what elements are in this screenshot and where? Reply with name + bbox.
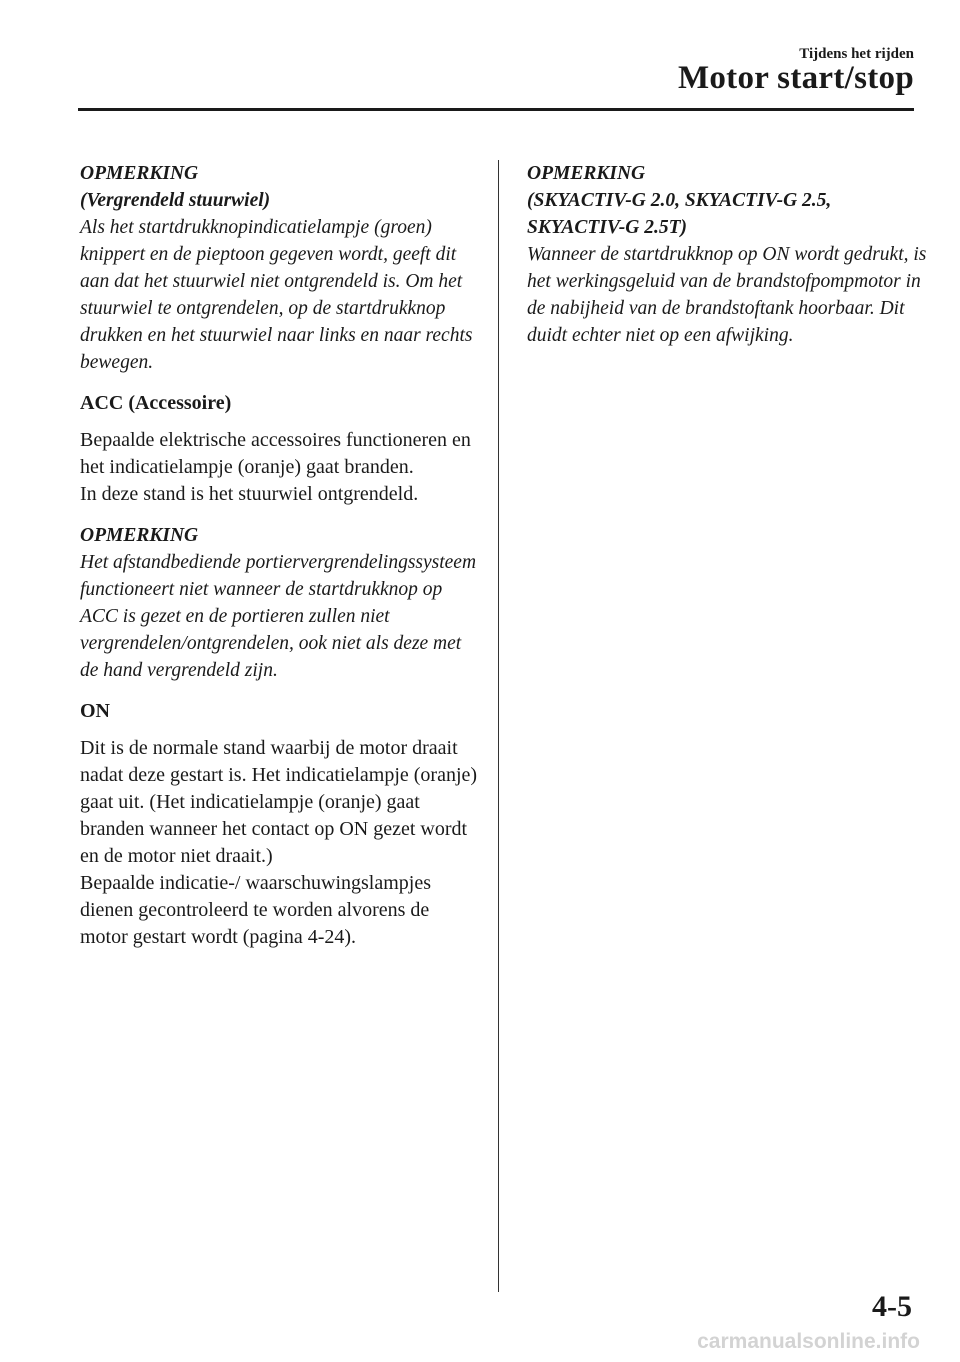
note-label: OPMERKING	[80, 525, 199, 546]
page-number: 4-5	[872, 1290, 912, 1323]
paragraph-on	[80, 735, 480, 951]
note-subtitle: (Vergrendeld stuurwiel)	[80, 190, 271, 211]
paragraph-acc	[80, 427, 480, 508]
left-column	[80, 160, 480, 965]
watermark: carmanualsonline.info	[697, 1330, 920, 1353]
note-label: OPMERKING	[527, 163, 646, 184]
column-divider	[498, 160, 499, 1292]
paragraph-text: Dit is de normale stand waarbij de motor draait nadat deze gestart is. Het indicatielampje (oranje) gaat uit. (Het indicatielampje (oranje) gaat branden wanneer het contact op ON gezet wordt en de motor niet draait.)	[80, 737, 478, 867]
note-subtitle: (SKYACTIV-G 2.0, SKYACTIV-G 2.5, SKYACTIV-G 2.5T)	[527, 190, 832, 238]
paragraph-text: Bepaalde elektrische accessoires functioneren en het indicatielampje (oranje) gaat branden.	[80, 429, 471, 478]
note-skyactiv	[527, 160, 927, 349]
right-column	[527, 160, 927, 363]
note-body: Wanneer de startdrukknop op ON wordt gedrukt, is het werkingsgeluid van de brandstofpompmotor in de nabijheid van de brandstoftank hoorbaar. Dit duidt echter niet op een afwijking.	[527, 244, 927, 346]
paragraph-text: Bepaalde indicatie-/ waarschuwingslampjes dienen gecontroleerd te worden alvorens de motor gestart wordt (pagina 4-24).	[80, 872, 431, 948]
paragraph-text: In deze stand is het stuurwiel ontgrendeld.	[80, 483, 419, 505]
note-label: OPMERKING	[80, 163, 199, 184]
note-locked-steering	[80, 160, 480, 376]
page-title: Motor start/stop	[677, 60, 914, 96]
section-subtitle: Tijdens het rijden	[799, 46, 914, 62]
section-heading-on: ON	[80, 700, 110, 722]
note-remote-locking	[80, 522, 480, 684]
section-heading-acc: ACC (Accessoire)	[80, 392, 232, 414]
note-body: Als het startdrukknopindicatielampje (groen) knippert en de pieptoon gegeven wordt, geeft dit aan dat het stuurwiel niet ontgrendeld is. Om het stuurwiel te ontgrendelen, op de startdrukknop drukken en het stuurwiel naar links en naar rechts bewegen.	[80, 217, 473, 373]
header-rule	[78, 108, 914, 111]
note-body: Het afstandbediende portiervergrendelingssysteem functioneert niet wanneer de startdrukknop op ACC is gezet en de portieren zullen niet vergrendelen/ontgrendelen, ook niet als deze met de hand vergrendeld zijn.	[80, 552, 477, 681]
